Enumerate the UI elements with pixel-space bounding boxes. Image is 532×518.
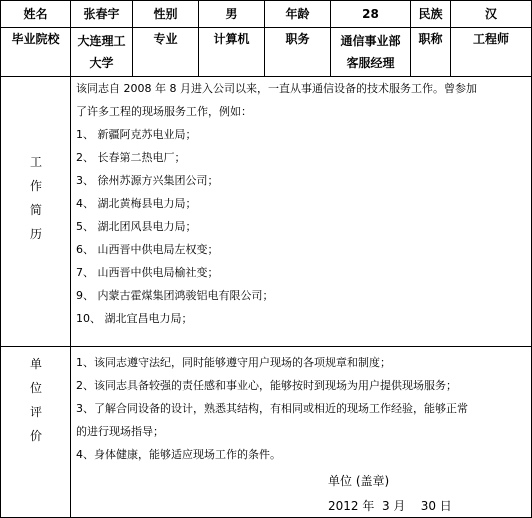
evaluation-item: 的进行现场指导； (76, 425, 164, 438)
school-label: 毕业院校 (11, 32, 60, 46)
work-history-item: 3、 徐州苏源方兴集团公司； (76, 174, 219, 187)
gender-value: 男 (225, 7, 238, 21)
work-history-label-char: 历 (29, 227, 42, 241)
work-history-item: 6、 山西晋中供电局左权变； (76, 243, 219, 256)
work-history-label-char: 简 (29, 203, 42, 217)
evaluation-item: 3、了解合同设备的设计，熟悉其结构，有相同或相近的现场工作经验，能够正常 (76, 402, 468, 415)
school-value (71, 28, 132, 76)
work-history-item: 9、 内蒙古霍煤集团鸿骏铝电有限公司； (76, 289, 274, 302)
title-label: 职称 (418, 32, 443, 46)
evaluation-label-char: 位 (29, 381, 42, 395)
history-divider (0, 346, 532, 347)
evaluation-label-char: 单 (29, 357, 42, 371)
evaluation-item: 2、该同志具备较强的责任感和事业心，能够按时到现场为用户提供现场服务； (76, 379, 457, 392)
school-value-line1: 大连理工 (77, 34, 126, 48)
work-history-item: 5、 湖北团风县电力局； (76, 220, 197, 233)
major-value: 计算机 (213, 32, 250, 46)
work-history-item: 2、 长春第二热电厂； (76, 151, 186, 164)
name-label: 姓名 (23, 7, 48, 21)
evaluation-item: 1、该同志遵守法纪，同时能够遵守用户现场的各项规章和制度； (76, 356, 391, 369)
signing-date: 2012 年 3 月 30 日 (328, 499, 452, 513)
evaluation-label-char: 评 (29, 405, 42, 419)
title-value: 工程师 (472, 32, 509, 46)
evaluation-label-char: 价 (29, 429, 42, 443)
gender-label: 性别 (153, 7, 178, 21)
work-history-item: 4、 湖北黄梅县电力局； (76, 197, 197, 210)
ethnicity-value: 汉 (484, 7, 497, 21)
work-history-item: 7、 山西晋中供电局榆社变； (76, 266, 219, 279)
position-value-line1: 通信事业部 (340, 34, 401, 48)
evaluation-item: 4、身体健康，能够适应现场工作的条件。 (76, 448, 281, 461)
work-history-intro-line2: 了许多工程的现场服务工作，例如： (76, 105, 252, 118)
work-history-label (0, 150, 72, 246)
school-value-line2: 大学 (89, 56, 114, 70)
position-value (331, 28, 410, 76)
age-label: 年龄 (285, 7, 310, 21)
name-value: 张春宇 (83, 7, 120, 21)
evaluation-body (76, 351, 524, 466)
major-label: 专业 (153, 32, 178, 46)
ethnicity-label: 民族 (418, 7, 443, 21)
stamp-label: 单位 (盖章) (328, 474, 390, 488)
work-history-intro-line1: 该同志自 2008 年 8 月进入公司以来，一直从事通信设备的技术服务工作。曾参加 (76, 82, 477, 95)
position-label: 职务 (285, 32, 310, 46)
work-history-item: 1、 新疆阿克苏电业局； (76, 128, 197, 141)
work-history-body (76, 77, 524, 330)
work-history-label-char: 工 (29, 155, 42, 169)
position-value-line2: 客服经理 (346, 56, 395, 70)
evaluation-label (0, 352, 72, 448)
work-history-item: 10、 湖北宜昌电力局； (76, 312, 193, 325)
work-history-label-char: 作 (29, 179, 42, 193)
age-value: 28 (362, 7, 379, 21)
